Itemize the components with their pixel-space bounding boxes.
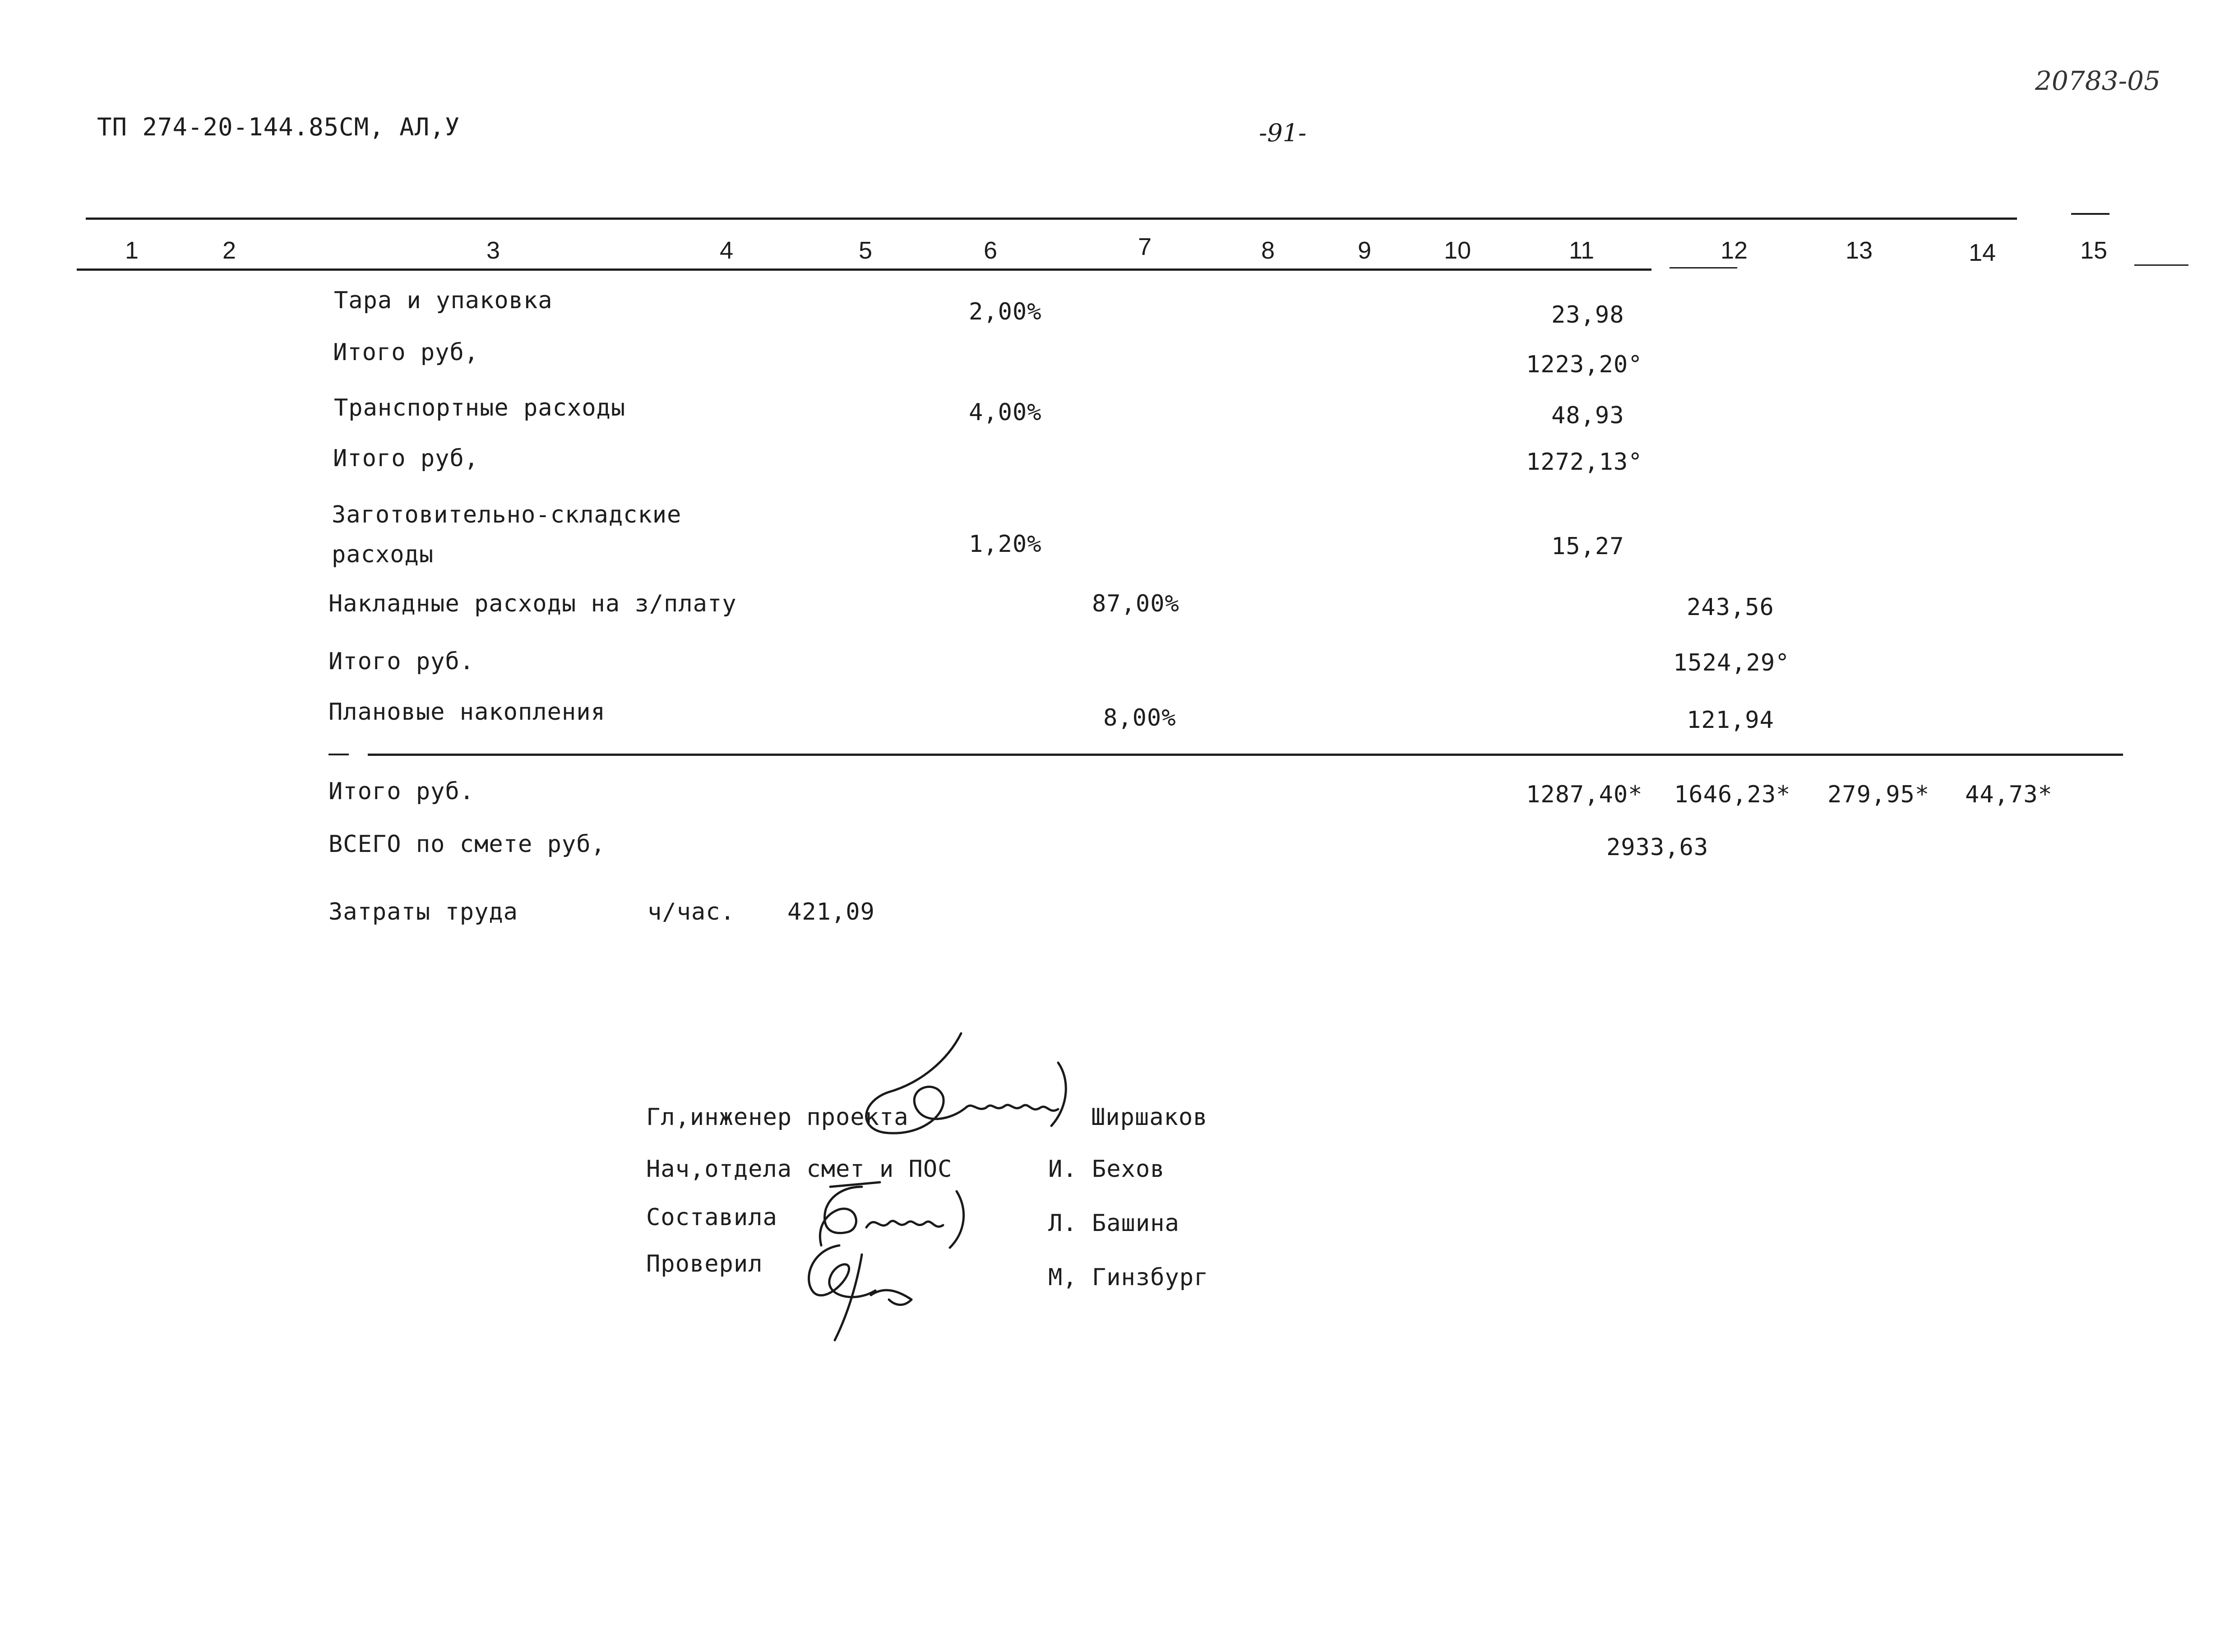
row-subtotal-3-amount: 1524,29° <box>1673 649 1790 676</box>
labor-value: 421,09 <box>787 898 875 925</box>
row-label-transport: Транспортные расходы <box>334 394 626 421</box>
labor-unit: ч/час. <box>648 898 735 925</box>
totals-rule <box>368 754 2123 756</box>
column-number-4: 4 <box>719 237 734 264</box>
row-planned-savings-rate: 8,00% <box>1103 704 1176 731</box>
column-number-13: 13 <box>1845 237 1873 264</box>
totals-col11: 1287,40* <box>1526 781 1643 808</box>
row-label-subtotal-3: Итого руб. <box>328 648 475 675</box>
totals-col14: 44,73* <box>1965 781 2053 808</box>
column-number-15: 15 <box>2080 237 2108 264</box>
signature-name-chief-engineer: Ширшаков <box>1091 1104 1208 1131</box>
archive-number: 20783-05 <box>2035 65 2160 96</box>
signature-name-checker: М, Гинзбург <box>1048 1264 1209 1291</box>
page-number: -91- <box>1259 119 1307 147</box>
signature-role-compiler: Составила <box>646 1204 777 1231</box>
totals-col12: 1646,23* <box>1674 781 1791 808</box>
signature-name-compiler: Л. Башина <box>1048 1210 1180 1237</box>
table-top-rule <box>86 217 2017 220</box>
row-overhead-rate: 87,00% <box>1092 590 1180 617</box>
row-procurement-amount: 15,27 <box>1551 533 1624 560</box>
row-label-subtotal-1: Итого руб, <box>333 339 479 366</box>
row-label-planned-savings: Плановые накопления <box>328 699 606 726</box>
row-transport-rate: 4,00% <box>969 399 1042 426</box>
document-code: ТП 274-20-144.85СМ, АЛ,У <box>97 113 460 141</box>
column-number-12: 12 <box>1720 237 1748 264</box>
row-packaging-amount: 23,98 <box>1551 301 1624 329</box>
row-label-procurement-line1: Заготовительно-складские <box>332 501 682 528</box>
table-header-bottom-rule <box>77 268 1651 271</box>
column-number-8: 8 <box>1261 237 1275 264</box>
row-procurement-rate: 1,20% <box>969 531 1042 558</box>
row-packaging-rate: 2,00% <box>969 298 1042 325</box>
table-header-bottom-rule-right <box>1670 267 1737 268</box>
column-number-2: 2 <box>222 237 236 264</box>
row-subtotal-2-amount: 1272,13° <box>1526 449 1643 476</box>
signature-role-checker: Проверил <box>646 1250 763 1277</box>
column-number-3: 3 <box>486 237 500 264</box>
totals-col13: 279,95* <box>1827 781 1930 808</box>
totals-label: Итого руб. <box>328 778 475 805</box>
row-overhead-amount: 243,56 <box>1687 594 1774 621</box>
row-transport-amount: 48,93 <box>1551 402 1624 429</box>
signature-drawing-chief-engineer <box>857 1029 1074 1146</box>
row-label-packaging: Тара и упаковка <box>334 287 553 314</box>
column-number-14: 14 <box>1968 239 1996 266</box>
signature-role-department-head: Нач,отдела смет и ПОС <box>646 1156 953 1183</box>
column-number-10: 10 <box>1443 237 1471 264</box>
column-number-1: 1 <box>125 237 139 264</box>
table-top-rule-dash <box>2071 213 2109 215</box>
signature-drawing-checker <box>794 1236 930 1349</box>
grand-total-label: ВСЕГО по смете руб, <box>328 831 606 858</box>
row-planned-savings-amount: 121,94 <box>1687 707 1774 734</box>
column-number-5: 5 <box>858 237 873 264</box>
column-number-7: 7 <box>1138 233 1152 260</box>
row-label-subtotal-2: Итого руб, <box>333 445 479 472</box>
row-label-overhead: Накладные расходы на з/плату <box>328 590 737 617</box>
column-number-9: 9 <box>1357 237 1372 264</box>
row-label-procurement-line2: расходы <box>332 541 434 568</box>
labor-label: Затраты труда <box>328 898 518 925</box>
grand-total-value: 2933,63 <box>1606 834 1709 861</box>
row-subtotal-1-amount: 1223,20° <box>1526 351 1643 378</box>
signature-name-department-head: И. Бехов <box>1048 1156 1165 1183</box>
column-number-6: 6 <box>983 237 998 264</box>
signature-role-chief-engineer: Гл,инженер проекта <box>646 1104 909 1131</box>
column-number-11: 11 <box>1568 237 1595 264</box>
totals-rule-dash <box>328 754 349 755</box>
table-header-bottom-rule-far <box>2134 264 2188 266</box>
